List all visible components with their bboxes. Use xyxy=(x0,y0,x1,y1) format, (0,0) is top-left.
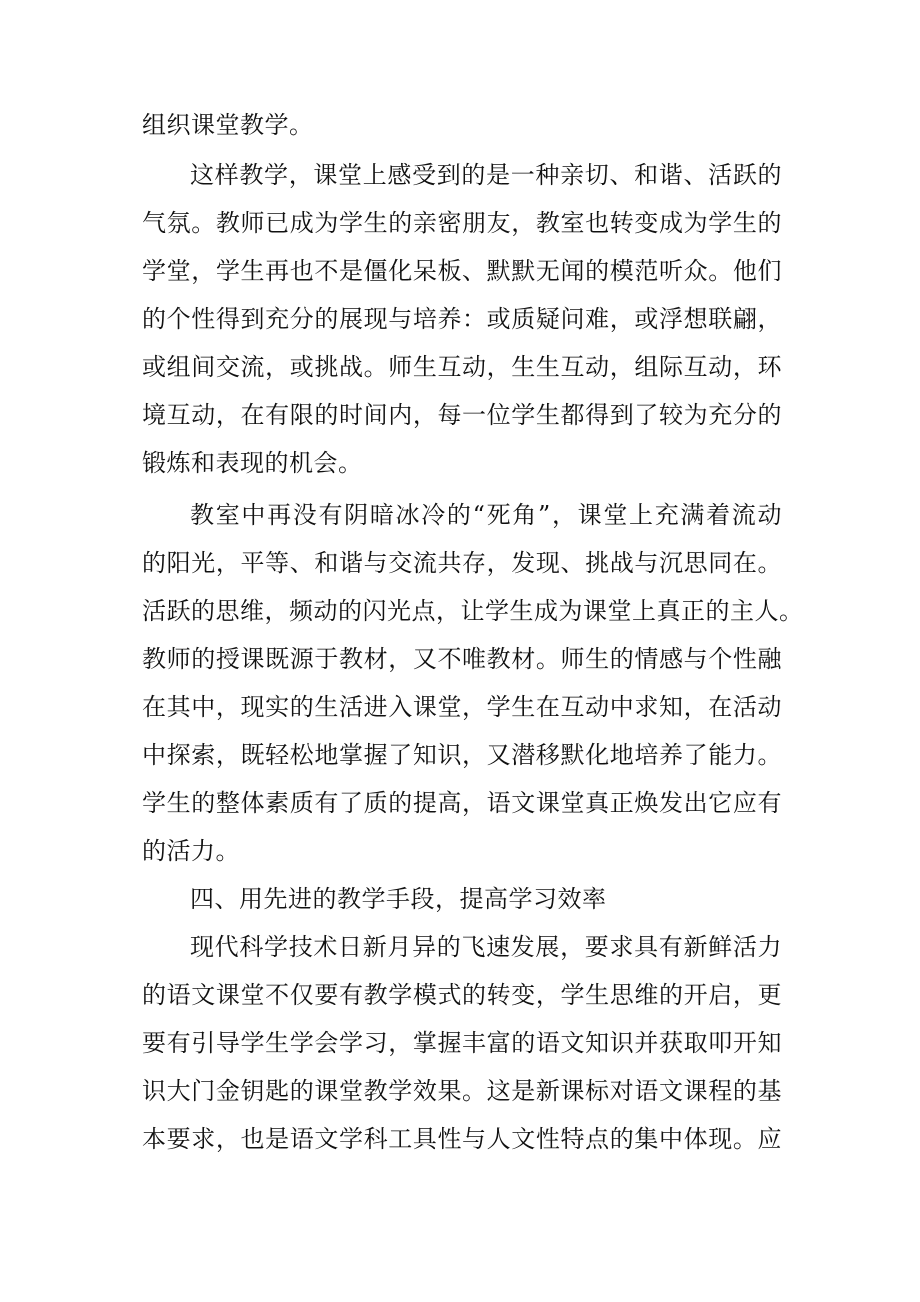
text-line: 活跃的思维，频动的闪光点，让学生成为课堂上真正的主人。 xyxy=(142,597,804,625)
text-line: 在其中，现实的生活进入课堂，学生在互动中求知，在活动 xyxy=(142,693,782,721)
text-line: 要有引导学生学会学习，掌握丰富的语文知识并获取叩开知 xyxy=(142,1029,782,1057)
text-line: 教师的授课既源于教材，又不唯教材。师生的情感与个性融 xyxy=(142,645,782,673)
text-line: 的语文课堂不仅要有教学模式的转变，学生思维的开启，更 xyxy=(142,981,782,1009)
section-heading: 四、用先进的教学手段，提高学习效率 xyxy=(190,885,607,913)
text-line: 识大门金钥匙的课堂教学效果。这是新课标对语文课程的基 xyxy=(142,1077,782,1105)
paragraph-first-line: 教室中再没有阴暗冰冷的“死角”，课堂上充满着流动 xyxy=(190,501,782,529)
text-line: 气氛。教师已成为学生的亲密朋友，教室也转变成为学生的 xyxy=(142,209,782,237)
text-line: 中探索，既轻松地掌握了知识，又潜移默化地培养了能力。 xyxy=(142,741,782,769)
text-line: 的阳光，平等、和谐与交流共存，发现、挑战与沉思同在。 xyxy=(142,549,782,577)
text-line: 的个性得到充分的展现与培养：或质疑问难，或浮想联翩， xyxy=(142,305,782,333)
paragraph-first-line: 这样教学，课堂上感受到的是一种亲切、和谐、活跃的 xyxy=(190,161,782,189)
text-line: 学堂，学生再也不是僵化呆板、默默无闻的模范听众。他们 xyxy=(142,257,782,285)
text-line: 组织课堂教学。 xyxy=(142,111,314,139)
text-line: 锻炼和表现的机会。 xyxy=(142,449,363,477)
text-line: 或组间交流，或挑战。师生互动，生生互动，组际互动，环 xyxy=(142,353,782,381)
text-line: 学生的整体素质有了质的提高，语文课堂真正焕发出它应有 xyxy=(142,789,782,817)
paragraph-first-line: 现代科学技术日新月异的飞速发展，要求具有新鲜活力 xyxy=(190,933,782,961)
text-line: 境互动，在有限的时间内，每一位学生都得到了较为充分的 xyxy=(142,401,782,429)
text-line: 本要求，也是语文学科工具性与人文性特点的集中体现。应 xyxy=(142,1125,782,1153)
text-line: 的活力。 xyxy=(142,837,240,865)
